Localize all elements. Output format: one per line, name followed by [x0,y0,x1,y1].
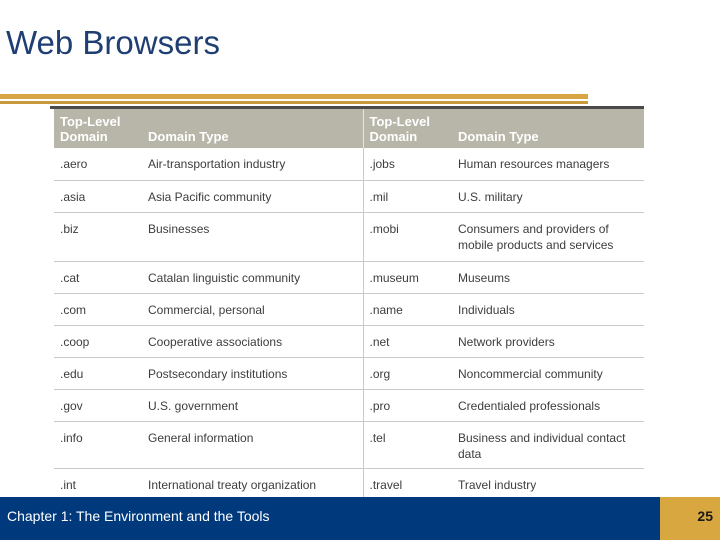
cell-right-tld: .museum [363,261,452,293]
table-header-row [54,109,644,148]
cell-right-type: U.S. military [452,180,644,212]
header-tld-left: Top-Level Domain [54,109,142,148]
cell-right-tld: .pro [363,389,452,421]
table-row [54,261,644,293]
table-row [54,212,644,261]
header-type-right: Domain Type [452,109,644,148]
cell-right-tld: .org [363,357,452,389]
cell-left-type: Commercial, personal [142,293,363,325]
table-row [54,325,644,357]
cell-left-tld: .coop [54,325,142,357]
table-row [54,148,644,180]
cell-right-tld: .travel [363,468,452,500]
cell-left-type: International treaty organization [142,468,363,500]
cell-right-tld: .jobs [363,148,452,180]
cell-left-tld: .com [54,293,142,325]
cell-left-type: Postsecondary institutions [142,357,363,389]
cell-right-type: Noncommercial community [452,357,644,389]
cell-left-tld: .aero [54,148,142,180]
header-type-left: Domain Type [142,109,363,148]
cell-right-type: Consumers and providers of mobile products and services [452,212,644,261]
cell-left-tld: .gov [54,389,142,421]
footer-bar [0,497,660,540]
cell-left-tld: .biz [54,212,142,261]
cell-right-type: Individuals [452,293,644,325]
table-row [54,293,644,325]
title-rule-top [0,94,588,99]
table-row [54,357,644,389]
cell-right-type: Museums [452,261,644,293]
cell-left-type: Asia Pacific community [142,180,363,212]
cell-left-type: General information [142,421,363,468]
cell-right-type: Human resources managers [452,148,644,180]
cell-right-type: Network providers [452,325,644,357]
cell-right-tld: .net [363,325,452,357]
table-row [54,468,644,500]
cell-left-type: Businesses [142,212,363,261]
page-number-box [660,497,720,540]
cell-left-type: U.S. government [142,389,363,421]
cell-left-tld: .asia [54,180,142,212]
cell-right-type: Credentialed professionals [452,389,644,421]
page-number: 25 [697,508,713,524]
cell-right-tld: .mil [363,180,452,212]
cell-left-tld: .info [54,421,142,468]
cell-right-tld: .name [363,293,452,325]
cell-right-tld: .mobi [363,212,452,261]
domain-table [54,109,644,501]
cell-right-tld: .tel [363,421,452,468]
cell-left-tld: .edu [54,357,142,389]
cell-left-type: Catalan linguistic community [142,261,363,293]
slide-title: Web Browsers [6,24,220,61]
cell-right-type: Travel industry [452,468,644,500]
cell-left-tld: .int [54,468,142,500]
cell-left-tld: .cat [54,261,142,293]
title-rule-bottom [0,101,588,104]
table-row [54,389,644,421]
header-tld-right: Top-Level Domain [363,109,452,148]
table-row [54,421,644,468]
footer-chapter-text: Chapter 1: The Environment and the Tools [7,508,270,524]
cell-left-type: Air-transportation industry [142,148,363,180]
cell-left-type: Cooperative associations [142,325,363,357]
table-row [54,180,644,212]
cell-right-type: Business and individual contact data [452,421,644,468]
